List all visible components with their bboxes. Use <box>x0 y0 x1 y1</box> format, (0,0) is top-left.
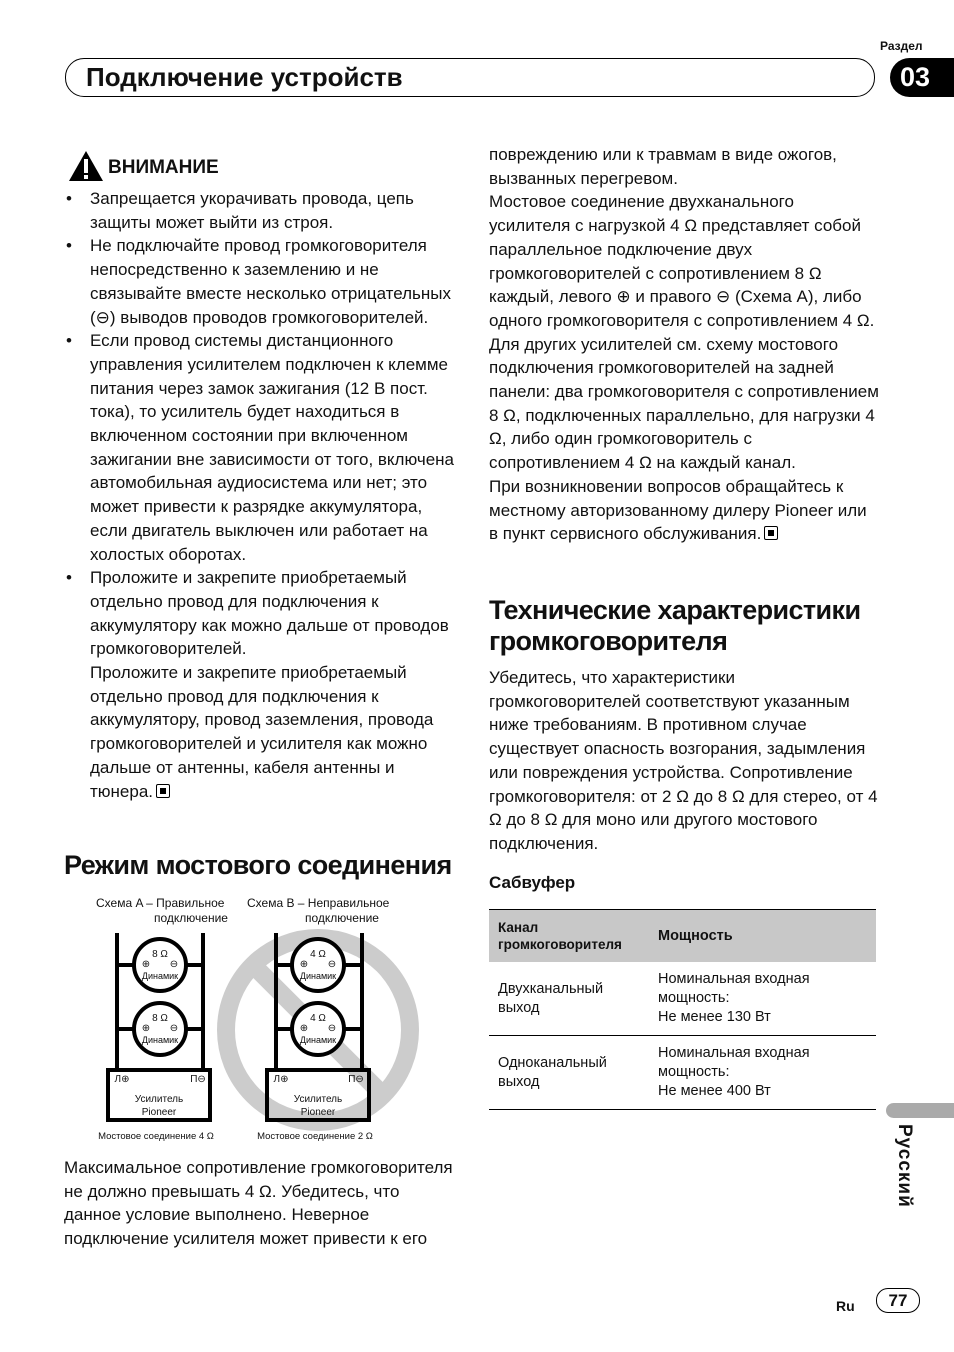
subwoofer-table <box>489 909 876 1110</box>
speaker-impedance: 8 Ω <box>152 949 168 960</box>
table-row <box>489 1036 876 1110</box>
diagram-b-caption: Мостовое соединение 2 Ω <box>257 1131 373 1142</box>
svg-text:⊕: ⊕ <box>299 1023 309 1034</box>
language-code: Ru <box>836 1298 855 1314</box>
paragraph: повреждению или к травмам в виде ожогов, вызванных перегревом. <box>489 145 837 188</box>
speaker-label: Динамик <box>299 1035 337 1045</box>
end-mark-icon <box>764 526 778 540</box>
page-title: Подключение устройств <box>86 62 403 92</box>
amp-right-terminal: П⊖ <box>190 1074 206 1085</box>
list-item-text: Проложите и закрепите приобретаемый отдельно провод для подключения к аккумулятору как можно дальше от проводов громкоговорителей. <box>90 568 449 659</box>
svg-text:⊕: ⊕ <box>299 959 309 970</box>
section-header <box>65 58 875 97</box>
end-mark-icon <box>156 784 170 798</box>
cell-line: Номинальная входная мощность: <box>658 1045 810 1080</box>
svg-text:⊖: ⊖ <box>169 959 179 970</box>
cell-line: Не менее 130 Вт <box>658 1009 771 1025</box>
paragraph-text: При возникновении вопросов обращайтесь к местному авторизованному дилеру Pioneer или в пункт сервисного обслуживания. <box>489 476 867 544</box>
paragraph: Мостовое соединение двухканального усилителя с нагрузкой 4 Ω представляет собой параллельное подключение двух громкоговорителей с сопротивлением 8 Ω каждый, левого ⊕ и правого ⊖ (Схема A), либо одного громкоговорителя с сопротивлением 4 Ω. Для других усилителей см. схему мостового подключения громкоговорителей на задней панели: два громкоговорителя с сопротивлением 8 Ω, подключенных параллельно, для нагрузки 4 Ω, либо один громкоговоритель с сопротивлением 4 Ω на каждый канал. <box>489 192 879 473</box>
list-item: • Запрещается укорачивать провода, цепь защиты может выйти из строя. <box>64 187 456 234</box>
list-item: • Не подключайте провод громкоговорителя непосредственно к заземлению и не связывайте вместе несколько отрицательных (⊖) выводов проводов громкоговорителей. <box>64 234 456 329</box>
amp-label: Pioneer <box>141 1107 177 1118</box>
amp-label: Усилитель <box>134 1094 184 1105</box>
table-cell <box>649 962 876 1036</box>
speaker-impedance: 8 Ω <box>152 1013 168 1024</box>
subwoofer-heading: Сабвуфер <box>489 873 576 892</box>
diagram-a-title: Схема A – Правильное <box>96 896 225 910</box>
svg-text:⊖: ⊖ <box>327 1023 337 1034</box>
bridge-paragraph: Максимальное сопротивление громкоговорителя не должно превышать 4 Ω. Убедитесь, что данное условие выполнено. Неверное подключение усилителя может привести к его <box>64 1158 453 1249</box>
table-row <box>489 962 876 1036</box>
warning-title: ВНИМАНИЕ <box>108 157 219 178</box>
speaker-specs-heading: Технические характеристики громкоговорителя <box>489 595 861 656</box>
section-number-badge: 03 <box>890 58 954 97</box>
table-cell <box>649 1036 876 1110</box>
bridge-heading: Режим мостового соединения <box>64 850 452 880</box>
table-header-row <box>489 910 876 963</box>
column-header: Мощность <box>649 910 876 963</box>
list-item <box>64 566 456 803</box>
paragraph <box>489 475 879 546</box>
speaker-label: Динамик <box>299 971 337 981</box>
amp-label: Pioneer <box>300 1107 336 1118</box>
svg-text:⊖: ⊖ <box>327 959 337 970</box>
speaker-impedance: 4 Ω <box>310 949 326 960</box>
amp-left-terminal: Л⊕ <box>273 1074 289 1085</box>
svg-text:⊕: ⊕ <box>141 1023 151 1034</box>
speaker-impedance: 4 Ω <box>310 1013 326 1024</box>
amp-right-terminal: П⊖ <box>348 1074 364 1085</box>
right-column-text <box>489 143 879 546</box>
diagram-a-caption: Мостовое соединение 4 Ω <box>98 1131 214 1142</box>
svg-text:⊕: ⊕ <box>141 959 151 970</box>
diagram-b-title: Схема B – Неправильное <box>247 896 390 910</box>
amp-label: Усилитель <box>293 1094 343 1105</box>
language-tab <box>886 1103 954 1118</box>
section-label: Раздел <box>880 39 923 53</box>
language-label: Русский <box>894 1124 915 1208</box>
bridge-diagram <box>90 893 430 1145</box>
cell-line: Не менее 400 Вт <box>658 1083 771 1099</box>
list-item-text: Проложите и закрепите приобретаемый отдельно провод для подключения к аккумулятору, провод заземления, провода громкоговорителей и усилителя как можно дальше от антенны, кабеля антенны и тюнера. <box>90 663 434 801</box>
column-header: Канал громкоговорителя <box>489 910 649 963</box>
svg-text:⊖: ⊖ <box>169 1023 179 1034</box>
amp-left-terminal: Л⊕ <box>114 1074 130 1085</box>
speaker-label: Динамик <box>141 971 179 981</box>
table-cell: Двухканальный выход <box>489 962 649 1036</box>
diagram-b-title: подключение <box>305 911 379 925</box>
specs-paragraph: Убедитесь, что характеристики громкоговорителей соответствуют указанным ниже требованиям. В противном случае существует опасность возгорания, задымления или повреждения устройства. Сопротивление громкоговорителя: от 2 Ω до 8 Ω для стерео, от 4 Ω до 8 Ω для моно или другого мостового подключения. <box>489 668 878 853</box>
table-cell: Одноканальный выход <box>489 1036 649 1110</box>
list-item: • Если провод системы дистанционного управления усилителем подключен к клемме питания через замок зажигания (12 В пост. тока), то усилитель будет находиться в включенном состоянии при включенном зажигании вне зависимости от того, включена автомобильная аудиосистема или нет; это может привести к разрядке аккумулятора, если двигатель выключен или работает на холостых оборотах. <box>64 329 456 566</box>
speaker-label: Динамик <box>141 1035 179 1045</box>
diagram-a-title: подключение <box>154 911 228 925</box>
warning-list <box>64 187 456 803</box>
warning-triangle-icon <box>68 150 104 187</box>
page-number: 77 <box>876 1288 920 1313</box>
cell-line: Номинальная входная мощность: <box>658 971 810 1006</box>
